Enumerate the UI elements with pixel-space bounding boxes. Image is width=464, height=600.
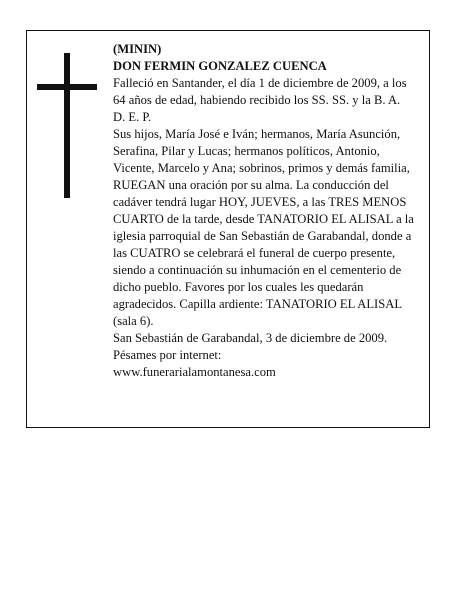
deceased-alias: (MININ) xyxy=(113,42,162,56)
cross-vertical-bar xyxy=(64,53,70,198)
obituary-text xyxy=(113,41,419,381)
place-and-date: San Sebastián de Garabandal, 3 de diciembre de 2009. xyxy=(113,331,388,345)
funeral-details: RUEGAN una oración por su alma. La conducción del cadáver tendrá lugar HOY, JUEVES, a las TRES MENOS CUARTO de la tarde, desde TANATORIO EL ALISAL a la iglesia parroquial de San Sebastián de Garabandal, donde a las CUATRO se celebrará el funeral de cuerpo presente, siendo a continuación su inhumación en el cementerio de dicho pueblo. Favores por los cuales les quedarán agradecidos. Capilla ardiente: TANATORIO EL ALISAL (sala 6). xyxy=(113,178,414,328)
rest-in-peace: D. E. P. xyxy=(113,110,152,124)
death-statement: Falleció en Santander, el día 1 de diciembre de 2009, a los 64 años de edad, habiendo recibido los SS. SS. y la B. A. xyxy=(113,76,407,107)
deceased-name: DON FERMIN GONZALEZ CUENCA xyxy=(113,59,327,73)
condolences-label: Pésames por internet: xyxy=(113,348,222,362)
cross-horizontal-bar xyxy=(37,84,97,90)
cross-icon xyxy=(37,53,97,198)
family-list: Sus hijos, María José e Iván; hermanos, María Asunción, Serafina, Pilar y Lucas; hermanos políticos, Antonio, Vicente, Marcelo y Ana; sobrinos, primos y demás familia, xyxy=(113,127,410,175)
obituary-notice xyxy=(26,30,430,428)
funeral-home-website[interactable]: www.funerarialamontanesa.com xyxy=(113,365,276,379)
